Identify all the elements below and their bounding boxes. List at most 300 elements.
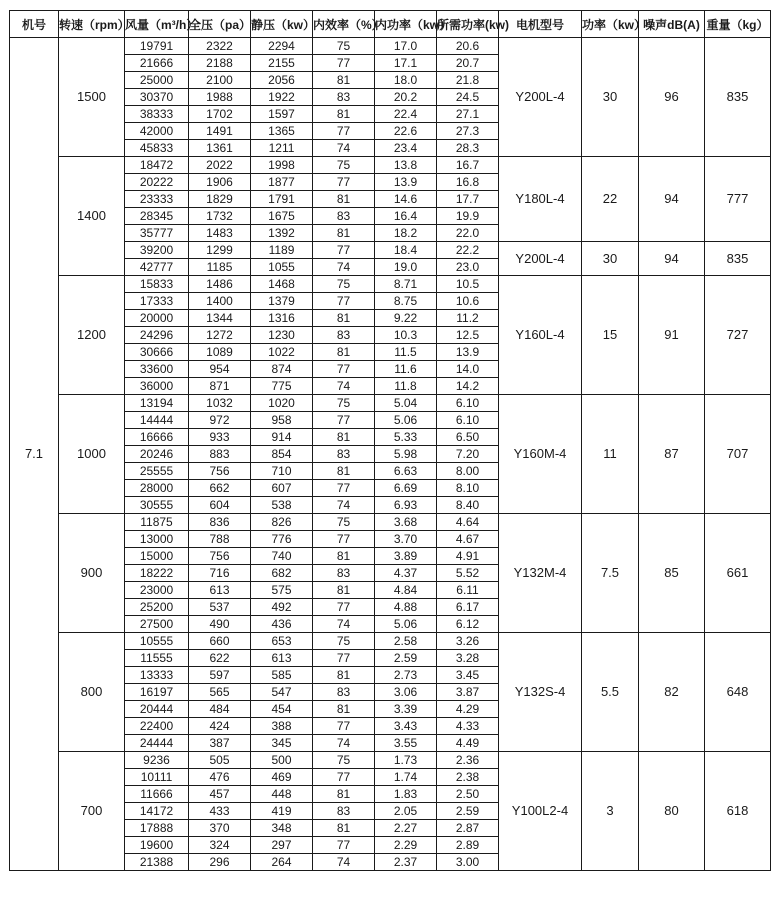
noise-cell: 80 xyxy=(639,752,705,871)
airflow-cell: 39200 xyxy=(125,242,189,259)
efficiency-cell: 83 xyxy=(313,327,375,344)
static-pressure-cell: 419 xyxy=(251,803,313,820)
static-pressure-cell: 345 xyxy=(251,735,313,752)
internal-power-cell: 5.33 xyxy=(375,429,437,446)
total-pressure-cell: 1988 xyxy=(189,89,251,106)
speed-cell: 1500 xyxy=(59,38,125,157)
efficiency-cell: 81 xyxy=(313,463,375,480)
required-power-cell: 6.10 xyxy=(437,395,499,412)
weight-cell: 835 xyxy=(705,38,771,157)
required-power-cell: 8.00 xyxy=(437,463,499,480)
airflow-cell: 16666 xyxy=(125,429,189,446)
internal-power-cell: 5.98 xyxy=(375,446,437,463)
static-pressure-cell: 1365 xyxy=(251,123,313,140)
airflow-cell: 45833 xyxy=(125,140,189,157)
internal-power-cell: 2.73 xyxy=(375,667,437,684)
static-pressure-cell: 454 xyxy=(251,701,313,718)
efficiency-cell: 81 xyxy=(313,344,375,361)
motor-model-cell: Y200L-4 xyxy=(499,242,582,276)
efficiency-cell: 75 xyxy=(313,752,375,769)
internal-power-cell: 18.2 xyxy=(375,225,437,242)
static-pressure-cell: 914 xyxy=(251,429,313,446)
airflow-cell: 9236 xyxy=(125,752,189,769)
required-power-cell: 21.8 xyxy=(437,72,499,89)
table-row xyxy=(10,395,771,412)
total-pressure-cell: 2322 xyxy=(189,38,251,55)
required-power-cell: 10.5 xyxy=(437,276,499,293)
motor-model-cell: Y180L-4 xyxy=(499,157,582,242)
total-pressure-cell: 883 xyxy=(189,446,251,463)
total-pressure-cell: 505 xyxy=(189,752,251,769)
speed-cell: 1000 xyxy=(59,395,125,514)
total-pressure-cell: 716 xyxy=(189,565,251,582)
power-cell: 22 xyxy=(582,157,639,242)
internal-power-cell: 13.9 xyxy=(375,174,437,191)
motor-model-cell: Y100L2-4 xyxy=(499,752,582,871)
internal-power-cell: 14.6 xyxy=(375,191,437,208)
internal-power-cell: 4.88 xyxy=(375,599,437,616)
header-static-pressure: 静压（kw） xyxy=(251,11,313,38)
total-pressure-cell: 954 xyxy=(189,361,251,378)
airflow-cell: 15000 xyxy=(125,548,189,565)
efficiency-cell: 77 xyxy=(313,242,375,259)
static-pressure-cell: 264 xyxy=(251,854,313,871)
total-pressure-cell: 476 xyxy=(189,769,251,786)
efficiency-cell: 83 xyxy=(313,208,375,225)
static-pressure-cell: 585 xyxy=(251,667,313,684)
speed-cell: 900 xyxy=(59,514,125,633)
required-power-cell: 20.7 xyxy=(437,55,499,72)
internal-power-cell: 3.43 xyxy=(375,718,437,735)
static-pressure-cell: 776 xyxy=(251,531,313,548)
static-pressure-cell: 682 xyxy=(251,565,313,582)
total-pressure-cell: 324 xyxy=(189,837,251,854)
efficiency-cell: 77 xyxy=(313,480,375,497)
required-power-cell: 22.0 xyxy=(437,225,499,242)
airflow-cell: 20000 xyxy=(125,310,189,327)
airflow-cell: 18222 xyxy=(125,565,189,582)
airflow-cell: 19791 xyxy=(125,38,189,55)
internal-power-cell: 2.58 xyxy=(375,633,437,650)
efficiency-cell: 74 xyxy=(313,378,375,395)
table-row xyxy=(10,242,771,259)
header-noise: 噪声dB(A) xyxy=(639,11,705,38)
required-power-cell: 6.12 xyxy=(437,616,499,633)
airflow-cell: 14444 xyxy=(125,412,189,429)
required-power-cell: 3.26 xyxy=(437,633,499,650)
internal-power-cell: 3.70 xyxy=(375,531,437,548)
power-cell: 5.5 xyxy=(582,633,639,752)
required-power-cell: 3.87 xyxy=(437,684,499,701)
required-power-cell: 4.29 xyxy=(437,701,499,718)
required-power-cell: 23.0 xyxy=(437,259,499,276)
speed-cell: 1400 xyxy=(59,157,125,276)
static-pressure-cell: 2294 xyxy=(251,38,313,55)
table-row xyxy=(10,752,771,769)
static-pressure-cell: 826 xyxy=(251,514,313,531)
model-no-cell: 7.1 xyxy=(10,38,59,871)
static-pressure-cell: 492 xyxy=(251,599,313,616)
required-power-cell: 10.6 xyxy=(437,293,499,310)
total-pressure-cell: 484 xyxy=(189,701,251,718)
speed-cell: 700 xyxy=(59,752,125,871)
fan-performance-table xyxy=(9,10,771,871)
power-cell: 7.5 xyxy=(582,514,639,633)
weight-cell: 707 xyxy=(705,395,771,514)
airflow-cell: 25555 xyxy=(125,463,189,480)
total-pressure-cell: 1185 xyxy=(189,259,251,276)
weight-cell: 727 xyxy=(705,276,771,395)
required-power-cell: 16.8 xyxy=(437,174,499,191)
efficiency-cell: 81 xyxy=(313,191,375,208)
total-pressure-cell: 1732 xyxy=(189,208,251,225)
airflow-cell: 13194 xyxy=(125,395,189,412)
required-power-cell: 8.40 xyxy=(437,497,499,514)
internal-power-cell: 20.2 xyxy=(375,89,437,106)
efficiency-cell: 75 xyxy=(313,633,375,650)
required-power-cell: 28.3 xyxy=(437,140,499,157)
internal-power-cell: 5.06 xyxy=(375,412,437,429)
efficiency-cell: 81 xyxy=(313,786,375,803)
required-power-cell: 4.64 xyxy=(437,514,499,531)
airflow-cell: 21388 xyxy=(125,854,189,871)
header-internal-efficiency: 内效率（%） xyxy=(313,11,375,38)
internal-power-cell: 19.0 xyxy=(375,259,437,276)
static-pressure-cell: 297 xyxy=(251,837,313,854)
efficiency-cell: 83 xyxy=(313,89,375,106)
efficiency-cell: 77 xyxy=(313,361,375,378)
motor-model-cell: Y132M-4 xyxy=(499,514,582,633)
static-pressure-cell: 653 xyxy=(251,633,313,650)
required-power-cell: 24.5 xyxy=(437,89,499,106)
efficiency-cell: 81 xyxy=(313,310,375,327)
required-power-cell: 2.59 xyxy=(437,803,499,820)
internal-power-cell: 1.74 xyxy=(375,769,437,786)
airflow-cell: 14172 xyxy=(125,803,189,820)
internal-power-cell: 11.8 xyxy=(375,378,437,395)
total-pressure-cell: 662 xyxy=(189,480,251,497)
weight-cell: 661 xyxy=(705,514,771,633)
header-airflow: 风量（m³/h） xyxy=(125,11,189,38)
static-pressure-cell: 1597 xyxy=(251,106,313,123)
required-power-cell: 4.33 xyxy=(437,718,499,735)
static-pressure-cell: 710 xyxy=(251,463,313,480)
table-row xyxy=(10,276,771,293)
table-row xyxy=(10,514,771,531)
total-pressure-cell: 1344 xyxy=(189,310,251,327)
internal-power-cell: 16.4 xyxy=(375,208,437,225)
internal-power-cell: 4.37 xyxy=(375,565,437,582)
efficiency-cell: 74 xyxy=(313,259,375,276)
static-pressure-cell: 1020 xyxy=(251,395,313,412)
required-power-cell: 22.2 xyxy=(437,242,499,259)
efficiency-cell: 77 xyxy=(313,837,375,854)
static-pressure-cell: 1379 xyxy=(251,293,313,310)
total-pressure-cell: 1702 xyxy=(189,106,251,123)
efficiency-cell: 77 xyxy=(313,293,375,310)
required-power-cell: 12.5 xyxy=(437,327,499,344)
required-power-cell: 6.10 xyxy=(437,412,499,429)
airflow-cell: 42777 xyxy=(125,259,189,276)
static-pressure-cell: 854 xyxy=(251,446,313,463)
airflow-cell: 25200 xyxy=(125,599,189,616)
total-pressure-cell: 2188 xyxy=(189,55,251,72)
static-pressure-cell: 1791 xyxy=(251,191,313,208)
header-motor-model: 电机型号 xyxy=(499,11,582,38)
static-pressure-cell: 775 xyxy=(251,378,313,395)
noise-cell: 96 xyxy=(639,38,705,157)
speed-cell: 1200 xyxy=(59,276,125,395)
airflow-cell: 27500 xyxy=(125,616,189,633)
static-pressure-cell: 1877 xyxy=(251,174,313,191)
internal-power-cell: 22.6 xyxy=(375,123,437,140)
efficiency-cell: 77 xyxy=(313,531,375,548)
efficiency-cell: 75 xyxy=(313,395,375,412)
static-pressure-cell: 613 xyxy=(251,650,313,667)
internal-power-cell: 11.5 xyxy=(375,344,437,361)
airflow-cell: 21666 xyxy=(125,55,189,72)
static-pressure-cell: 874 xyxy=(251,361,313,378)
total-pressure-cell: 1089 xyxy=(189,344,251,361)
airflow-cell: 18472 xyxy=(125,157,189,174)
efficiency-cell: 83 xyxy=(313,803,375,820)
airflow-cell: 19600 xyxy=(125,837,189,854)
static-pressure-cell: 1316 xyxy=(251,310,313,327)
airflow-cell: 24444 xyxy=(125,735,189,752)
total-pressure-cell: 972 xyxy=(189,412,251,429)
header-total-pressure: 全压（pa） xyxy=(189,11,251,38)
static-pressure-cell: 538 xyxy=(251,497,313,514)
airflow-cell: 23000 xyxy=(125,582,189,599)
airflow-cell: 16197 xyxy=(125,684,189,701)
required-power-cell: 14.0 xyxy=(437,361,499,378)
efficiency-cell: 81 xyxy=(313,429,375,446)
airflow-cell: 28345 xyxy=(125,208,189,225)
internal-power-cell: 18.0 xyxy=(375,72,437,89)
required-power-cell: 6.17 xyxy=(437,599,499,616)
total-pressure-cell: 756 xyxy=(189,463,251,480)
efficiency-cell: 83 xyxy=(313,684,375,701)
static-pressure-cell: 958 xyxy=(251,412,313,429)
internal-power-cell: 5.06 xyxy=(375,616,437,633)
airflow-cell: 20246 xyxy=(125,446,189,463)
efficiency-cell: 81 xyxy=(313,548,375,565)
static-pressure-cell: 1675 xyxy=(251,208,313,225)
required-power-cell: 2.36 xyxy=(437,752,499,769)
total-pressure-cell: 433 xyxy=(189,803,251,820)
airflow-cell: 20222 xyxy=(125,174,189,191)
power-cell: 11 xyxy=(582,395,639,514)
internal-power-cell: 3.89 xyxy=(375,548,437,565)
weight-cell: 618 xyxy=(705,752,771,871)
internal-power-cell: 2.59 xyxy=(375,650,437,667)
efficiency-cell: 81 xyxy=(313,582,375,599)
static-pressure-cell: 740 xyxy=(251,548,313,565)
total-pressure-cell: 296 xyxy=(189,854,251,871)
static-pressure-cell: 1392 xyxy=(251,225,313,242)
header-weight: 重量（kg） xyxy=(705,11,771,38)
efficiency-cell: 81 xyxy=(313,225,375,242)
noise-cell: 82 xyxy=(639,633,705,752)
efficiency-cell: 77 xyxy=(313,174,375,191)
airflow-cell: 30370 xyxy=(125,89,189,106)
efficiency-cell: 81 xyxy=(313,72,375,89)
airflow-cell: 17888 xyxy=(125,820,189,837)
internal-power-cell: 10.3 xyxy=(375,327,437,344)
table-row xyxy=(10,157,771,174)
internal-power-cell: 2.27 xyxy=(375,820,437,837)
efficiency-cell: 77 xyxy=(313,718,375,735)
total-pressure-cell: 613 xyxy=(189,582,251,599)
static-pressure-cell: 607 xyxy=(251,480,313,497)
airflow-cell: 25000 xyxy=(125,72,189,89)
weight-cell: 648 xyxy=(705,633,771,752)
required-power-cell: 4.67 xyxy=(437,531,499,548)
static-pressure-cell: 1468 xyxy=(251,276,313,293)
internal-power-cell: 2.05 xyxy=(375,803,437,820)
required-power-cell: 13.9 xyxy=(437,344,499,361)
internal-power-cell: 18.4 xyxy=(375,242,437,259)
internal-power-cell: 8.71 xyxy=(375,276,437,293)
header-speed: 转速（rpm） xyxy=(59,11,125,38)
required-power-cell: 4.91 xyxy=(437,548,499,565)
airflow-cell: 15833 xyxy=(125,276,189,293)
required-power-cell: 16.7 xyxy=(437,157,499,174)
noise-cell: 87 xyxy=(639,395,705,514)
required-power-cell: 3.28 xyxy=(437,650,499,667)
total-pressure-cell: 387 xyxy=(189,735,251,752)
noise-cell: 91 xyxy=(639,276,705,395)
internal-power-cell: 11.6 xyxy=(375,361,437,378)
total-pressure-cell: 1272 xyxy=(189,327,251,344)
static-pressure-cell: 448 xyxy=(251,786,313,803)
required-power-cell: 14.2 xyxy=(437,378,499,395)
efficiency-cell: 74 xyxy=(313,854,375,871)
airflow-cell: 10555 xyxy=(125,633,189,650)
internal-power-cell: 6.93 xyxy=(375,497,437,514)
efficiency-cell: 77 xyxy=(313,412,375,429)
internal-power-cell: 3.39 xyxy=(375,701,437,718)
efficiency-cell: 74 xyxy=(313,616,375,633)
static-pressure-cell: 1022 xyxy=(251,344,313,361)
internal-power-cell: 3.55 xyxy=(375,735,437,752)
static-pressure-cell: 436 xyxy=(251,616,313,633)
required-power-cell: 2.50 xyxy=(437,786,499,803)
efficiency-cell: 77 xyxy=(313,650,375,667)
internal-power-cell: 8.75 xyxy=(375,293,437,310)
total-pressure-cell: 597 xyxy=(189,667,251,684)
total-pressure-cell: 1299 xyxy=(189,242,251,259)
internal-power-cell: 5.04 xyxy=(375,395,437,412)
static-pressure-cell: 1189 xyxy=(251,242,313,259)
airflow-cell: 22400 xyxy=(125,718,189,735)
table-row xyxy=(10,38,771,55)
static-pressure-cell: 348 xyxy=(251,820,313,837)
total-pressure-cell: 1032 xyxy=(189,395,251,412)
total-pressure-cell: 2100 xyxy=(189,72,251,89)
internal-power-cell: 3.06 xyxy=(375,684,437,701)
efficiency-cell: 81 xyxy=(313,667,375,684)
total-pressure-cell: 604 xyxy=(189,497,251,514)
efficiency-cell: 75 xyxy=(313,514,375,531)
required-power-cell: 7.20 xyxy=(437,446,499,463)
efficiency-cell: 83 xyxy=(313,446,375,463)
efficiency-cell: 74 xyxy=(313,735,375,752)
airflow-cell: 24296 xyxy=(125,327,189,344)
airflow-cell: 13333 xyxy=(125,667,189,684)
static-pressure-cell: 1230 xyxy=(251,327,313,344)
total-pressure-cell: 933 xyxy=(189,429,251,446)
noise-cell: 85 xyxy=(639,514,705,633)
total-pressure-cell: 1486 xyxy=(189,276,251,293)
total-pressure-cell: 2022 xyxy=(189,157,251,174)
static-pressure-cell: 547 xyxy=(251,684,313,701)
required-power-cell: 4.49 xyxy=(437,735,499,752)
noise-cell: 94 xyxy=(639,242,705,276)
airflow-cell: 36000 xyxy=(125,378,189,395)
total-pressure-cell: 457 xyxy=(189,786,251,803)
airflow-cell: 23333 xyxy=(125,191,189,208)
required-power-cell: 2.87 xyxy=(437,820,499,837)
internal-power-cell: 23.4 xyxy=(375,140,437,157)
required-power-cell: 3.45 xyxy=(437,667,499,684)
internal-power-cell: 3.68 xyxy=(375,514,437,531)
efficiency-cell: 81 xyxy=(313,820,375,837)
required-power-cell: 5.52 xyxy=(437,565,499,582)
power-cell: 30 xyxy=(582,242,639,276)
static-pressure-cell: 1211 xyxy=(251,140,313,157)
table-header xyxy=(10,11,771,38)
airflow-cell: 17333 xyxy=(125,293,189,310)
airflow-cell: 20444 xyxy=(125,701,189,718)
internal-power-cell: 17.0 xyxy=(375,38,437,55)
required-power-cell: 2.89 xyxy=(437,837,499,854)
static-pressure-cell: 1998 xyxy=(251,157,313,174)
weight-cell: 835 xyxy=(705,242,771,276)
efficiency-cell: 77 xyxy=(313,769,375,786)
total-pressure-cell: 424 xyxy=(189,718,251,735)
internal-power-cell: 17.1 xyxy=(375,55,437,72)
motor-model-cell: Y200L-4 xyxy=(499,38,582,157)
total-pressure-cell: 622 xyxy=(189,650,251,667)
speed-cell: 800 xyxy=(59,633,125,752)
airflow-cell: 38333 xyxy=(125,106,189,123)
efficiency-cell: 74 xyxy=(313,140,375,157)
total-pressure-cell: 788 xyxy=(189,531,251,548)
internal-power-cell: 6.63 xyxy=(375,463,437,480)
weight-cell: 777 xyxy=(705,157,771,242)
efficiency-cell: 75 xyxy=(313,276,375,293)
airflow-cell: 35777 xyxy=(125,225,189,242)
efficiency-cell: 75 xyxy=(313,157,375,174)
required-power-cell: 6.11 xyxy=(437,582,499,599)
table-body xyxy=(10,38,771,871)
required-power-cell: 17.7 xyxy=(437,191,499,208)
total-pressure-cell: 660 xyxy=(189,633,251,650)
airflow-cell: 33600 xyxy=(125,361,189,378)
power-cell: 3 xyxy=(582,752,639,871)
static-pressure-cell: 1922 xyxy=(251,89,313,106)
total-pressure-cell: 370 xyxy=(189,820,251,837)
internal-power-cell: 22.4 xyxy=(375,106,437,123)
motor-model-cell: Y160M-4 xyxy=(499,395,582,514)
efficiency-cell: 81 xyxy=(313,701,375,718)
static-pressure-cell: 469 xyxy=(251,769,313,786)
noise-cell: 94 xyxy=(639,157,705,242)
total-pressure-cell: 871 xyxy=(189,378,251,395)
static-pressure-cell: 500 xyxy=(251,752,313,769)
required-power-cell: 27.3 xyxy=(437,123,499,140)
